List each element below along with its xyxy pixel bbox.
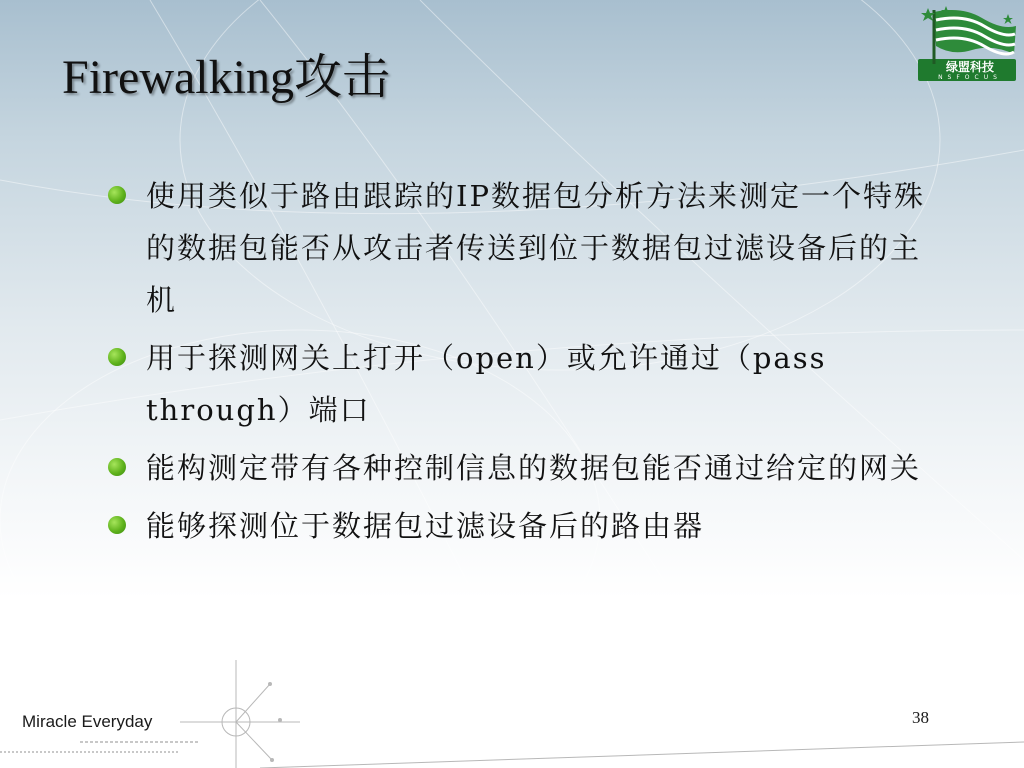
green-sphere-bullet-icon [108,516,126,534]
green-sphere-bullet-icon [108,186,126,204]
logo-subtitle: NSFOCUS [938,74,1002,81]
bullet-text: 能够探测位于数据包过滤设备后的路由器 [146,509,705,543]
bullet-item [108,442,948,494]
bullet-item [108,500,948,552]
footer-brand: Miracle Everyday [22,712,153,731]
green-sphere-bullet-icon [108,458,126,476]
bullet-text: 使用类似于路由跟踪的IP数据包分析方法来测定一个特殊的数据包能否从攻击者传送到位于数据包过滤设备后的主机 [146,179,925,317]
page-number: 38 [912,708,929,727]
bullet-text: 能构测定带有各种控制信息的数据包能否通过给定的网关 [146,451,922,485]
bullet-item [108,332,948,436]
slide-title: Firewalking攻击 [62,51,390,104]
bullet-item [108,170,948,326]
green-sphere-bullet-icon [108,348,126,366]
bullet-list [108,170,948,558]
bullet-text: 用于探测网关上打开（open）或允许通过（pass through）端口 [146,341,827,427]
logo-name: 绿盟科技 [945,60,994,74]
